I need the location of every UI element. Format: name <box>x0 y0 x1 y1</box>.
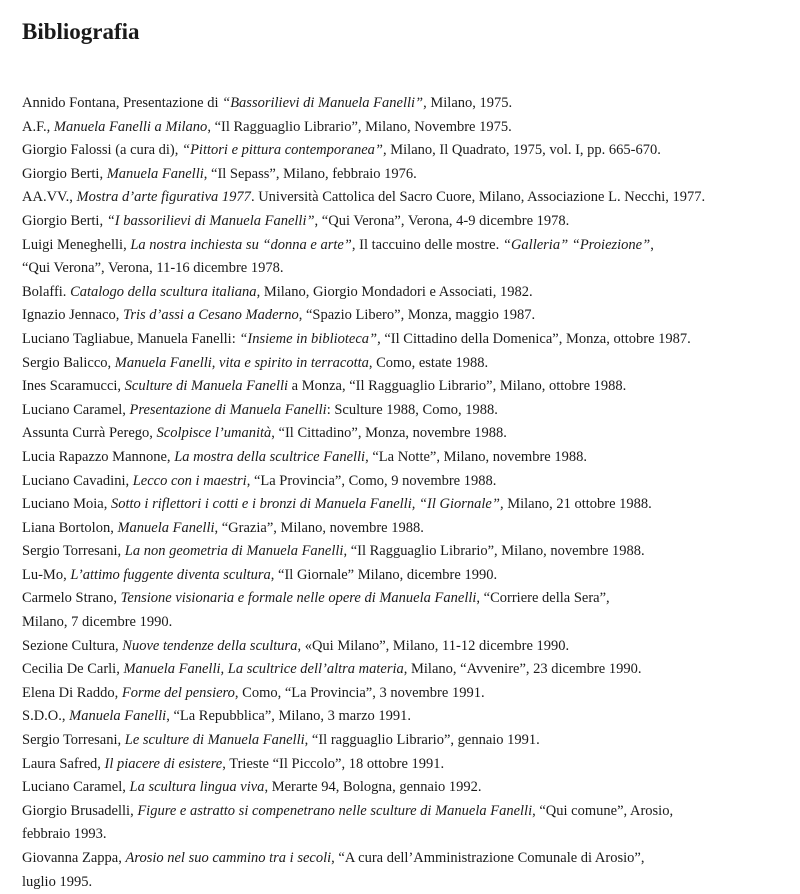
entry-text-segment: Sezione Cultura, <box>22 637 123 654</box>
bibliography-entry <box>22 753 792 777</box>
entry-text-segment: , “La Repubblica”, Milano, 3 marzo 1991. <box>166 708 412 725</box>
entry-text-segment: Lu-Mo, <box>22 566 71 583</box>
entry-text-segment: , “La Notte”, Milano, novembre 1988. <box>365 448 587 465</box>
entry-title-segment: Le sculture di Manuela Fanelli <box>124 732 305 749</box>
entry-text-segment: Giorgio Berti, <box>22 165 107 182</box>
entry-text-segment: A.F., <box>22 118 54 135</box>
entry-text-segment: Giorgio Brusadelli, <box>22 802 138 819</box>
bibliography-entry <box>22 116 792 140</box>
entry-title-segment: Sculture di Manuela Fanelli <box>124 378 289 395</box>
entry-title-segment: Manuela Fanelli <box>117 519 215 536</box>
entry-text-segment: , “Il Cittadino della Domenica”, Monza, ottobre 1987. <box>377 330 691 347</box>
page-title: Bibliografia <box>22 19 140 44</box>
entry-title-segment: Manuela Fanelli <box>106 165 204 182</box>
entry-title-segment: La non geometria di Manuela Fanelli <box>124 543 344 560</box>
entry-text-segment: AA.VV., <box>22 189 77 206</box>
entry-text-segment: S.D.O., <box>22 708 70 725</box>
entry-title-segment: La nostra inchiesta su “donna e arte” <box>130 236 352 253</box>
entry-text-segment: , “Il Cittadino”, Monza, novembre 1988. <box>271 425 507 442</box>
entry-title-segment: Manuela Fanelli, vita e spirito in terracotta <box>114 354 369 371</box>
entry-title-segment: Tris d’assi a Cesano Maderno <box>123 307 299 324</box>
entry-text-segment: Luciano Caramel, <box>22 779 130 796</box>
bibliography-entry <box>22 564 792 588</box>
entry-text-segment: febbraio 1993. <box>22 826 107 843</box>
entry-text-segment: Giovanna Zappa, <box>22 850 126 866</box>
entry-text-segment: , Milano, “Avvenire”, 23 dicembre 1990. <box>403 661 642 678</box>
entry-title-segment: Manuela Fanelli a Milano <box>53 118 208 135</box>
entry-text-segment: Sergio Torresani, <box>22 543 125 560</box>
entry-text-segment: , «Qui Milano”, Milano, 11-12 dicembre 1990. <box>297 637 570 654</box>
entry-text-segment: , “La Provincia”, Como, 9 novembre 1988. <box>246 472 497 489</box>
bibliography-entry <box>22 776 792 800</box>
entry-title-segment: L’attimo fuggente diventa scultura <box>70 566 271 583</box>
entry-text-segment: “Qui Verona”, Verona, 11-16 dicembre 1978. <box>22 260 284 277</box>
bibliography-entry <box>22 375 792 399</box>
entry-text-segment: luglio 1995. <box>22 873 93 890</box>
entry-text-segment: , <box>650 236 654 253</box>
entry-text-segment: : Sculture 1988, Como, 1988. <box>326 401 498 418</box>
entry-text-segment: Giorgio Berti, <box>22 212 107 229</box>
entry-title-segment: Figure e astratto si compenetrano nelle sculture di Manuela Fanelli <box>137 802 533 819</box>
entry-title-segment: La mostra della scultrice Fanelli <box>174 448 366 465</box>
entry-text-segment: Liana Bortolon, <box>22 519 118 536</box>
entry-text-segment: , “Il Giornale” Milano, dicembre 1990. <box>270 566 498 583</box>
entry-text-segment: , “Corriere della Sera”, <box>476 590 610 607</box>
entry-title-segment: Presentazione di Manuela Fanelli <box>129 401 327 418</box>
entry-title-segment: Tensione visionaria e formale nelle opere di Manuela Fanelli <box>120 590 477 607</box>
bibliography-entry <box>22 328 792 352</box>
entry-text-segment: Carmelo Strano, <box>22 590 121 607</box>
bibliography-entry <box>22 399 792 423</box>
entry-title-segment: Manuela Fanelli <box>69 708 167 725</box>
bibliography-entry <box>22 422 792 446</box>
entry-text-segment: , Milano, Giorgio Mondadori e Associati, 1982. <box>256 283 533 300</box>
entry-title-segment: Il piacere di esistere <box>104 755 223 772</box>
entry-text-segment: , Merarte 94, Bologna, gennaio 1992. <box>264 779 482 796</box>
entry-text-segment: Ines Scaramucci, <box>22 378 125 395</box>
entry-text-segment: , “Grazia”, Milano, novembre 1988. <box>214 519 424 536</box>
entry-title-segment: Manuela Fanelli, La scultrice dell’altra materia <box>123 661 404 678</box>
entry-text-segment: Luciano Cavadini, <box>22 472 133 489</box>
entry-text-segment: Luigi Meneghelli, <box>22 236 131 253</box>
entry-text-segment: , “Qui comune”, Arosio, <box>532 802 674 819</box>
entry-title-segment: Sotto i riflettori i cotti e i bronzi di Manuela Fanelli, “Il Giornale” <box>111 496 500 513</box>
bibliography-entry <box>22 658 792 682</box>
entry-text-segment: , “Il Sepass”, Milano, febbraio 1976. <box>203 165 417 182</box>
bibliography-entry <box>22 517 792 541</box>
entry-text-segment: Cecilia De Carli, <box>22 661 124 678</box>
entry-title-segment: “I bassorilievi di Manuela Fanelli” <box>106 212 315 229</box>
entry-text-segment: , Milano, Il Quadrato, 1975, vol. I, pp. 665-670. <box>383 142 661 159</box>
entry-text-segment: Luciano Moia, <box>22 496 111 513</box>
entry-text-segment: Assunta Currà Perego, <box>22 425 157 442</box>
entry-title-segment: “Pittori e pittura contemporanea” <box>182 142 383 159</box>
bibliography-entry <box>22 800 792 847</box>
entry-text-segment: Annido Fontana, Presentazione di <box>22 95 223 111</box>
bibliography-entry <box>22 705 792 729</box>
entry-text-segment: Bolaffi. <box>22 283 71 300</box>
entry-title-segment: Lecco con i maestri <box>132 472 247 489</box>
bibliography-entry <box>22 540 792 564</box>
entry-text-segment: Sergio Torresani, <box>22 732 125 749</box>
entry-text-segment: , Milano, 1975. <box>423 95 513 111</box>
entry-title-segment: “Insieme in biblioteca” <box>239 330 378 347</box>
entry-text-segment: Elena Di Raddo, <box>22 684 122 701</box>
entry-title-segment: Scolpisce l’umanità <box>156 425 272 442</box>
entry-text-segment: , “Qui Verona”, Verona, 4-9 dicembre 1978. <box>314 212 570 229</box>
entry-text-segment: a Monza, “Il Ragguaglio Librario”, Milano, ottobre 1988. <box>288 378 627 395</box>
bibliography-list <box>22 92 792 894</box>
entry-text-segment: Laura Safred, <box>22 755 105 772</box>
entry-title-segment: Forme del pensiero <box>121 684 235 701</box>
entry-text-segment: Lucia Rapazzo Mannone, <box>22 448 175 465</box>
bibliography-entry <box>22 446 792 470</box>
entry-text-segment: , Trieste “Il Piccolo”, 18 ottobre 1991. <box>222 755 445 772</box>
bibliography-entry <box>22 210 792 234</box>
entry-text-segment: Luciano Caramel, <box>22 401 130 418</box>
bibliography-entry <box>22 186 792 210</box>
entry-title-segment: Catalogo della scultura italiana <box>70 283 257 300</box>
bibliography-entry <box>22 92 792 116</box>
entry-text-segment: , “Il Ragguaglio Librario”, Milano, Novembre 1975. <box>207 118 512 135</box>
entry-title-segment: “Bassorilievi di Manuela Fanelli” <box>222 95 424 111</box>
entry-text-segment: Ignazio Jennaco, <box>22 307 124 324</box>
entry-text-segment: , “Spazio Libero”, Monza, maggio 1987. <box>298 307 536 324</box>
entry-title-segment: Mostra d’arte figurativa 1977 <box>76 189 251 206</box>
bibliography-entry <box>22 139 792 163</box>
entry-text-segment: , Como, “La Provincia”, 3 novembre 1991. <box>234 684 485 701</box>
entry-text-segment: , Como, estate 1988. <box>368 354 489 371</box>
bibliography-entry <box>22 470 792 494</box>
bibliography-entry <box>22 729 792 753</box>
entry-title-segment: Arosio nel suo cammino tra i secoli <box>125 850 332 866</box>
bibliography-entry <box>22 352 792 376</box>
entry-title-segment: La scultura lingua viva <box>129 779 265 796</box>
entry-text-segment: , Milano, 21 ottobre 1988. <box>499 496 652 513</box>
entry-text-segment: , Il taccuino delle mostre. <box>351 236 503 253</box>
bibliography-entry <box>22 587 792 634</box>
entry-text-segment: Giorgio Falossi (a cura di), <box>22 142 183 159</box>
entry-text-segment: , “A cura dell’Amministrazione Comunale di Arosio”, <box>331 850 645 866</box>
bibliography-entry <box>22 234 792 281</box>
bibliography-entry <box>22 304 792 328</box>
entry-text-segment: . Università Cattolica del Sacro Cuore, Milano, Associazione L. Necchi, 1977. <box>250 189 706 206</box>
entry-title-segment: Nuove tendenze della scultura <box>122 637 298 654</box>
bibliography-entry <box>22 281 792 305</box>
bibliography-entry <box>22 163 792 187</box>
entry-text-segment: , “Il ragguaglio Librario”, gennaio 1991. <box>304 732 540 749</box>
entry-text-segment: , “Il Ragguaglio Librario”, Milano, novembre 1988. <box>343 543 645 560</box>
bibliography-entry <box>22 682 792 706</box>
entry-title-segment: “Galleria” “Proiezione” <box>502 236 651 253</box>
bibliography-entry <box>22 493 792 517</box>
entry-text-segment: Milano, 7 dicembre 1990. <box>22 614 173 631</box>
entry-text-segment: Luciano Tagliabue, Manuela Fanelli: <box>22 330 240 347</box>
bibliography-entry <box>22 635 792 659</box>
entry-text-segment: Sergio Balicco, <box>22 354 115 371</box>
bibliography-entry <box>22 847 792 894</box>
